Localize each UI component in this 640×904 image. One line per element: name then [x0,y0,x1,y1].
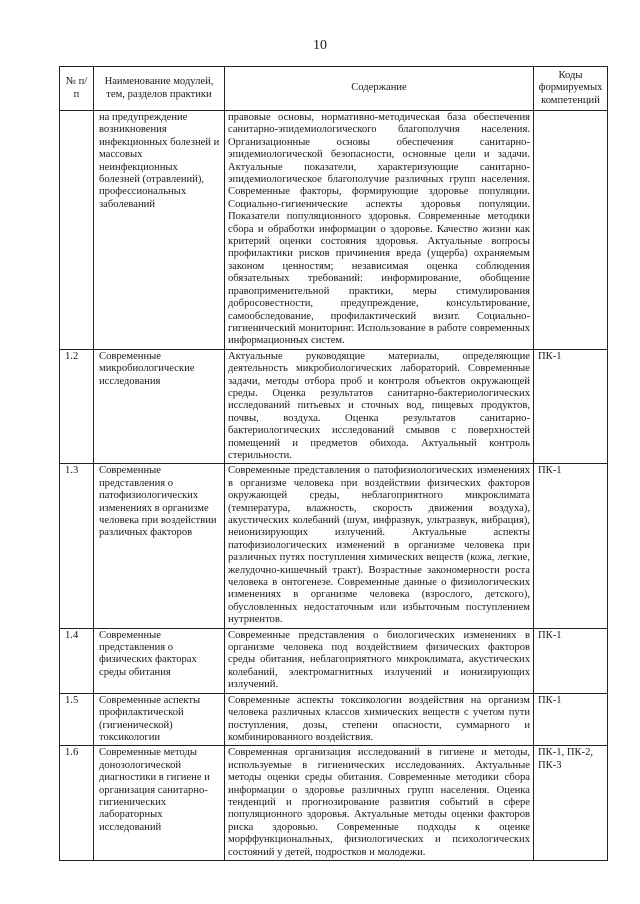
row-topic-name: Современные методы донозологической диагностики в гигиене и организация санитарно-гигиенических лабораторных исследований [94,746,225,861]
header-name: Наименование модулей, тем, разделов практики [94,67,225,111]
row-competence-codes: ПК-1 [534,628,608,693]
row-competence-codes: ПК-1, ПК-2, ПК-3 [534,746,608,861]
row-competence-codes: ПК-1 [534,349,608,464]
page-number: 10 [313,38,327,53]
table-row [60,693,608,746]
row-number [60,111,94,350]
row-competence-codes [534,111,608,350]
row-number: 1.4 [60,628,94,693]
table-header-row [60,67,608,111]
table-row [60,464,608,628]
table-row [60,628,608,693]
header-content: Содержание [225,67,534,111]
row-topic-name: на предупреждение возникновения инфекционных болезней и массовых неинфекционных болезней (отравлений), профессиональных заболеваний [94,111,225,350]
row-number: 1.3 [60,464,94,628]
table-row [60,746,608,861]
row-number: 1.5 [60,693,94,746]
row-topic-name: Современные микробиологические исследования [94,349,225,464]
row-content: Современная организация исследований в гигиене и методы, используемые в гигиенических исследованиях. Актуальные методы оценки среды обитания. Современные методики сбора информации о здоровье различных групп населения. Оценка тенденций и прогнозирование развития событий в сфере популяционного здоровья. Актуальные методы оценки факторов риска здоровью. Современные подходы к оценке морффункциональных, физиологических и психологических состояний у детей, подростков и молодежи. [225,746,534,861]
header-codes: Коды формируемых компетенций [534,67,608,111]
header-num: № п/п [60,67,94,111]
row-topic-name: Современные представления о физических факторах среды обитания [94,628,225,693]
row-content: Современные аспекты токсикологии воздействия на организм человека различных классов химических веществ с учетом пути поступления, дозы, степени опасности, суммарного и комбинированного воздействия. [225,693,534,746]
curriculum-table [59,66,608,861]
row-number: 1.6 [60,746,94,861]
row-content: Актуальные руководящие материалы, определяющие деятельность микробиологических лабораторий. Современные задачи, методы отбора проб и контроля объектов окружающей среды. Оценка результатов санитарно-бактериологических исследований питьевых и сточных вод, пищевых продуктов, почвы, воздуха. Оценка результатов санитарно-бактериологических исследований смывов с поверхностей помещений и предметов обихода. Актуальный контроль стерильности. [225,349,534,464]
row-content: Современные представления о патофизиологических изменениях в организме человека при воздействии физических факторов окружающей среды, неблагоприятного микроклимата (температура, влажность, скорость движения воздуха), акустических колебаний (шум, инфразвук, ультразвук, вибрация), неионизирующих излучений. Актуальные аспекты патофизиологических изменений в организме человека при различных путях поступления химических веществ (кожа, легкие, желудочно-кишечный тракт). Возрастные закономерности роста человека в онтогенезе. Современные данные о физиологических изменениях в организме человека (взрослого, детского), обусловленных недостаточным или избыточным поступлением нутриентов. [225,464,534,628]
row-competence-codes: ПК-1 [534,693,608,746]
row-topic-name: Современные представления о патофизиологических изменениях в организме человека при воздействии различных факторов [94,464,225,628]
table-row [60,111,608,350]
row-number: 1.2 [60,349,94,464]
row-topic-name: Современные аспекты профилактической (гигиенической) токсикологии [94,693,225,746]
row-competence-codes: ПК-1 [534,464,608,628]
table-row [60,349,608,464]
row-content: Современные представления о биологических изменениях в организме человека под воздействием физических факторов среды обитания, неблагоприятного микроклимата, акустических колебаний, электромагнитных излучений и ионизирующих излучений. [225,628,534,693]
row-content: правовые основы, нормативно-методическая база обеспечения санитарно-эпидемиологического благополучия населения. Организационные основы обеспечения санитарно-эпидемиологической безопасности, основные цели и задачи. Актуальные показатели, характеризующие санитарно-эпидемиологическое благополучие различных групп населения. Современные факторы, формирующие здоровье популяции. Социально-гигиенические аспекты здоровья популяции. Показатели популяционного здоровья. Современные методики сбора и обработки информации о здоровье. Качество жизни как критерий оценки состояния здоровья. Актуальные вопросы профилактики рисков причинения вреда (ущерба) охраняемым законом ценностям; независимая оценка соблюдения обязательных требований: информирование, обобщение правоприменительной практики, меры стимулирования добросовестности, предупреждение, консультирование, самообследование, профилактический визит. Социально-гигиенический мониторинг. Использование в работе современных информационных систем. [225,111,534,350]
